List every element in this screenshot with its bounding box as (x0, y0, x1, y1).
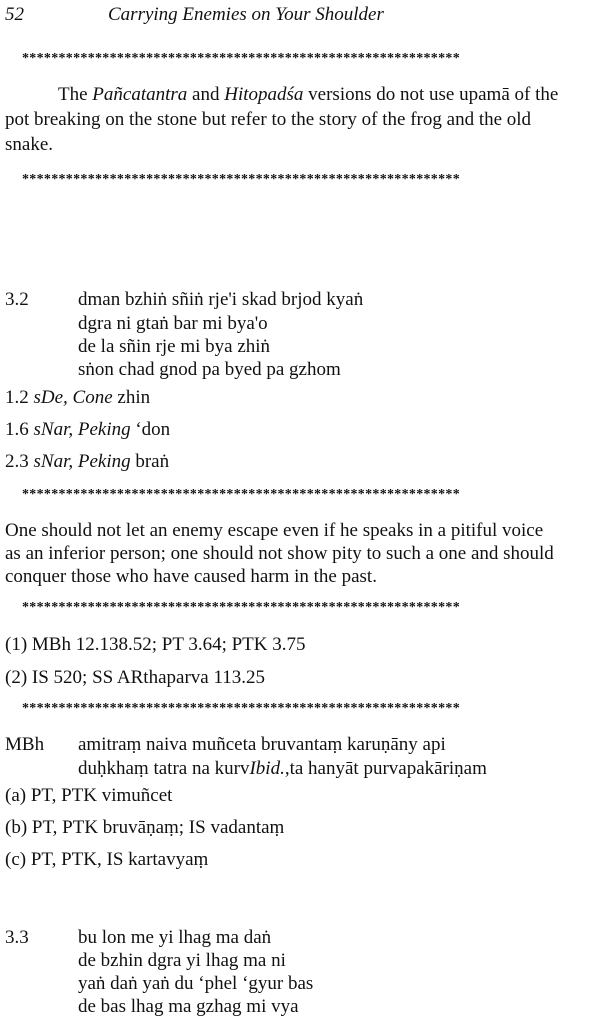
separator: ************************************************************ (22, 172, 460, 187)
sanskrit-label: MBh (5, 734, 45, 755)
parallel-reference: (2) IS 520; SS ARthaparva 113.25 (5, 667, 266, 688)
separator: ************************************************************ (22, 600, 460, 615)
separator: ************************************************************ (22, 487, 460, 502)
separator: ************************************************************ (22, 701, 460, 716)
sanskrit-variant: (b) PT, PTK bruvāṇaṃ; IS vadantaṃ (5, 817, 285, 838)
parallel-reference: (1) MBh 12.138.52; PT 3.64; PTK 3.75 (5, 634, 306, 655)
verse-line: sṅon chad gnod pa byed pa gzhom (78, 359, 341, 380)
verse-line: de la sñin rje mi bya zhiṅ (78, 336, 271, 357)
verse-line: dgra ni gtaṅ bar mi bya'o (78, 313, 268, 334)
sanskrit-variant: (c) PT, PTK, IS kartavyaṃ (5, 849, 209, 870)
running-title: Carrying Enemies on Your Shoulder (108, 4, 384, 25)
variant-reading: 2.3 sNar, Peking braṅ (5, 451, 170, 472)
separator: ************************************************************ (22, 51, 460, 66)
sanskrit-line: duḥkhaṃ tatra na kurvIbid.,ta hanyāt purvapakāriṇam (78, 758, 487, 779)
sanskrit-line: amitraṃ naiva muñceta bruvantaṃ karuṇāny api (78, 734, 446, 755)
section-number: 3.3 (5, 927, 29, 948)
verse-line: bu lon me yi lhag ma daṅ (78, 927, 272, 948)
section-number: 3.2 (5, 289, 29, 310)
translation-line: as an inferior person; one should not show pity to such a one and should (5, 543, 554, 564)
verse-line: yaṅ daṅ yaṅ du ‘phel ‘gyur bas (78, 973, 314, 994)
sanskrit-variant: (a) PT, PTK vimuñcet (5, 785, 173, 806)
verse-line: dman bzhiṅ sñiṅ rje'i skad brjod kyaṅ (78, 289, 364, 310)
translation-line: One should not let an enemy escape even if he speaks in a pitiful voice (5, 520, 544, 541)
variant-reading: 1.6 sNar, Peking ‘don (5, 419, 171, 440)
verse-line: de bas lhag ma gzhag mi vya (78, 996, 299, 1017)
intro-line-2: pot breaking on the stone but refer to the story of the frog and the old (5, 109, 532, 130)
variant-reading: 1.2 sDe, Cone zhin (5, 387, 151, 408)
translation-line: conquer those who have caused harm in the past. (5, 566, 377, 587)
intro-line-3: snake. (5, 134, 54, 155)
intro-line-1: The Pañcatantra and Hitopadśa versions do not use upamā of the (58, 84, 559, 105)
verse-line: de bzhin dgra yi lhag ma ni (78, 950, 286, 971)
page-number: 52 (5, 4, 24, 25)
